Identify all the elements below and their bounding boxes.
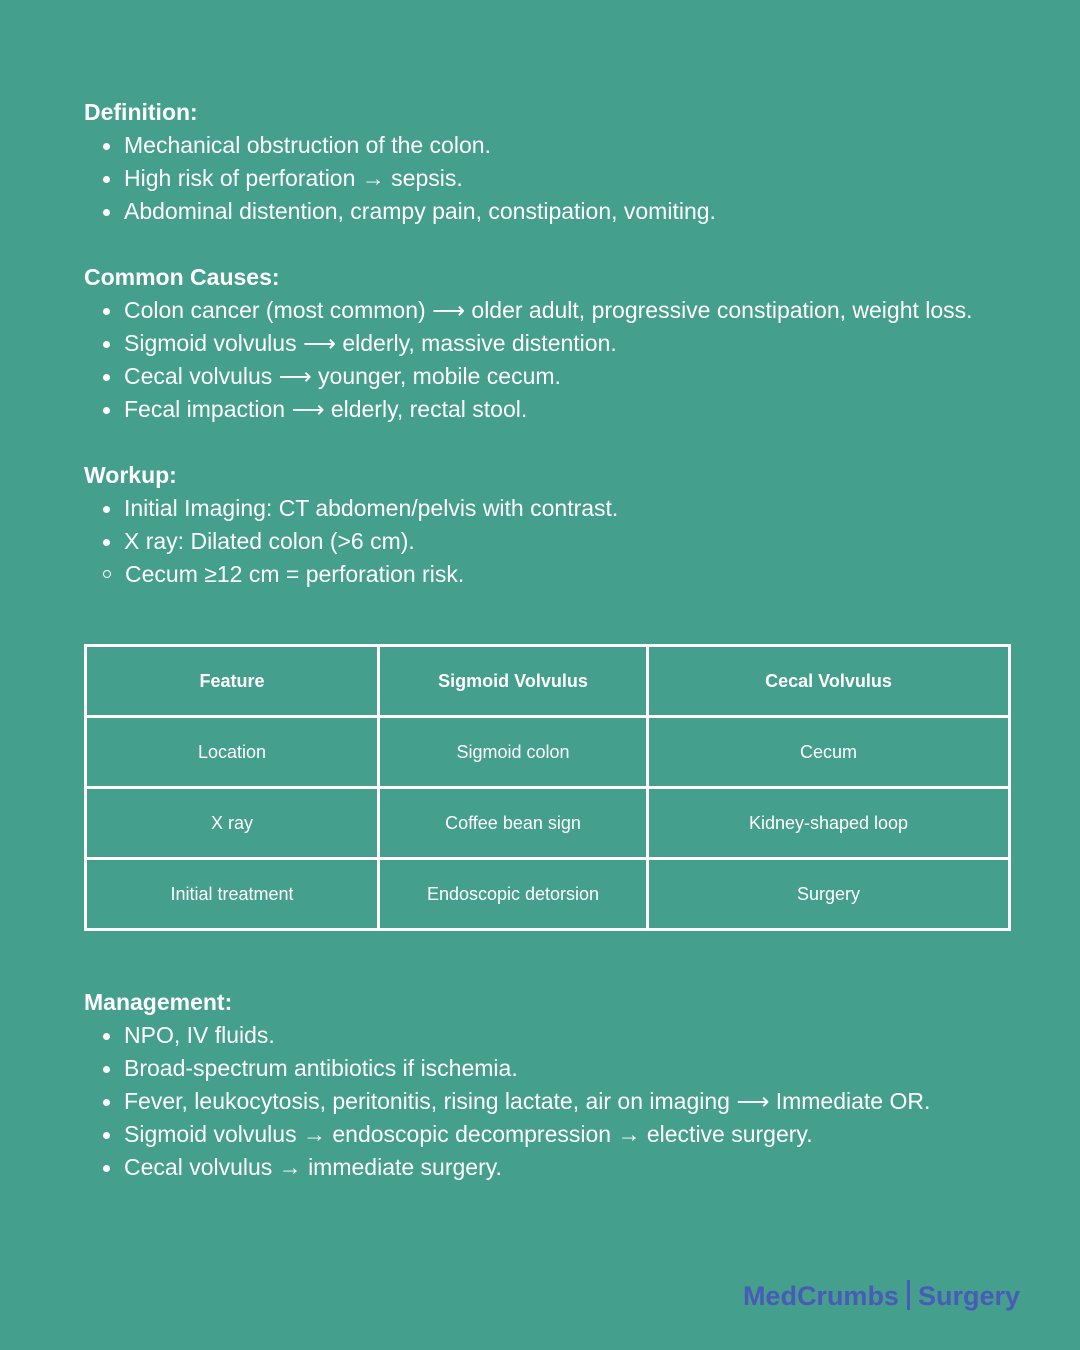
list-item: Fever, leukocytosis, peritonitis, rising lactate, air on imaging ⟶ Immediate OR.: [84, 1085, 1024, 1118]
table-row: [86, 859, 1010, 930]
volvulus-comparison-table: [84, 644, 1011, 931]
list-item: Cecal volvulus ⟶ younger, mobile cecum.: [84, 360, 1014, 393]
brand-name: MedCrumbs: [742, 1281, 899, 1311]
table-row: [86, 717, 1010, 788]
table-cell: Surgery: [648, 859, 1010, 930]
table-cell: Endoscopic detorsion: [379, 859, 648, 930]
list-item: Initial Imaging: CT abdomen/pelvis with contrast.: [84, 492, 1014, 525]
list-item: Fecal impaction ⟶ elderly, rectal stool.: [84, 393, 1014, 426]
table-cell: Kidney-shaped loop: [648, 788, 1010, 859]
management-title: Management:: [84, 989, 233, 1015]
brand-divider: [907, 1280, 910, 1310]
list-item: High risk of perforation → sepsis.: [84, 162, 1014, 195]
list-item: X ray: Dilated colon (>6 cm).: [84, 525, 1014, 558]
table-cell: Coffee bean sign: [379, 788, 648, 859]
definition-title: Definition:: [84, 99, 198, 125]
list-item: NPO, IV fluids.: [84, 1019, 1024, 1052]
table-header-cell: Feature: [86, 646, 379, 717]
list-item: Broad-spectrum antibiotics if ischemia.: [84, 1052, 1024, 1085]
management-section: [84, 986, 1024, 1184]
table-cell: Cecum: [648, 717, 1010, 788]
table-header-row: [86, 646, 1010, 717]
list-item: Mechanical obstruction of the colon.: [84, 129, 1014, 162]
causes-list: [84, 294, 1014, 426]
list-subitem: Cecum ≥12 cm = perforation risk.: [84, 558, 1014, 591]
brand-section: Surgery: [917, 1281, 1020, 1311]
table-cell: Initial treatment: [86, 859, 379, 930]
brand-footer: [743, 1280, 1020, 1312]
list-item: Sigmoid volvulus ⟶ elderly, massive distention.: [84, 327, 1014, 360]
list-item: Colon cancer (most common) ⟶ older adult, progressive constipation, weight loss.: [84, 294, 1014, 327]
list-item: Sigmoid volvulus → endoscopic decompression → elective surgery.: [84, 1118, 1024, 1151]
list-item: Cecal volvulus → immediate surgery.: [84, 1151, 1024, 1184]
workup-title: Workup:: [84, 462, 177, 488]
management-list: [84, 1019, 1024, 1184]
list-item: Abdominal distention, crampy pain, constipation, vomiting.: [84, 195, 1014, 228]
definition-list: [84, 129, 1014, 228]
causes-title: Common Causes:: [84, 264, 280, 290]
table-header-cell: Sigmoid Volvulus: [379, 646, 648, 717]
workup-sublist: [84, 558, 1014, 591]
table-cell: Location: [86, 717, 379, 788]
table-cell: X ray: [86, 788, 379, 859]
notes-content: [84, 96, 1014, 591]
table-header-cell: Cecal Volvulus: [648, 646, 1010, 717]
table-row: [86, 788, 1010, 859]
table-cell: Sigmoid colon: [379, 717, 648, 788]
workup-list: [84, 492, 1014, 558]
